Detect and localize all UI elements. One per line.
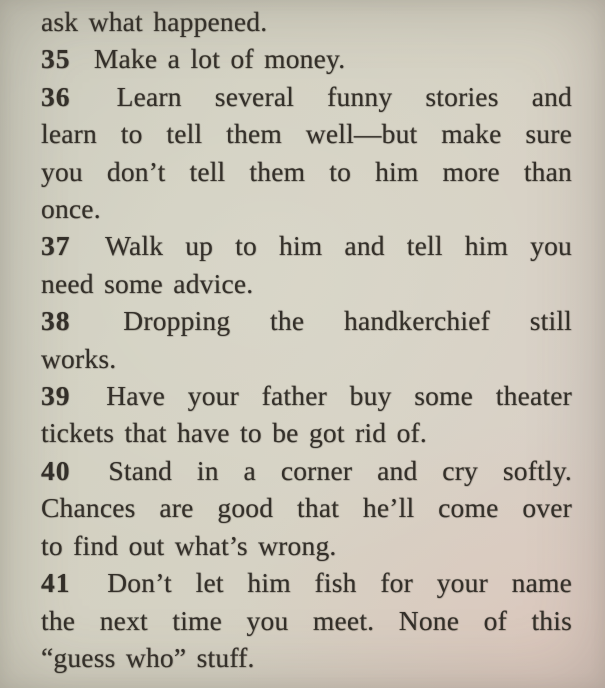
item-number: 35 — [41, 43, 71, 75]
text-line — [41, 78, 572, 115]
text-line — [41, 639, 572, 676]
text-line — [41, 564, 572, 601]
text-line — [41, 265, 572, 302]
text-line — [41, 3, 572, 40]
text-line — [41, 40, 572, 77]
text-line — [41, 302, 572, 339]
line-text: to find out what’s wrong. — [41, 529, 337, 561]
text-line — [41, 452, 572, 489]
line-text: Don’t let him fish for your name — [107, 567, 573, 599]
line-text: once. — [41, 193, 101, 225]
item-number: 36 — [41, 80, 71, 112]
text-line — [41, 227, 572, 264]
text-line — [41, 527, 572, 564]
line-text: Walk up to him and tell him you — [105, 230, 572, 262]
item-number: 38 — [41, 305, 71, 337]
text-line — [41, 190, 572, 227]
line-text: ask what happened. — [41, 6, 268, 37]
line-text: Stand in a corner and cry softly. — [108, 454, 572, 486]
line-text: Make a lot of money. — [93, 43, 346, 75]
item-number: 39 — [41, 380, 71, 412]
text-line — [41, 377, 572, 414]
text-line — [41, 340, 572, 377]
text-line — [41, 153, 572, 190]
text-line — [41, 602, 572, 639]
line-text: the next time you meet. None of this — [41, 604, 572, 636]
line-text: Have your father buy some theater — [106, 380, 572, 412]
line-text: works. — [41, 342, 117, 374]
line-text: Dropping the handkerchief still — [123, 305, 572, 337]
line-text: Chances are good that he’ll come over — [41, 492, 572, 524]
advice-list — [41, 3, 572, 676]
line-text: need some advice. — [41, 267, 254, 299]
text-line — [41, 489, 572, 526]
item-number: 41 — [41, 567, 71, 599]
line-text: you don’t tell them to him more than — [41, 155, 572, 187]
line-text: tickets that have to be got rid of. — [41, 417, 427, 449]
text-line — [41, 115, 572, 152]
line-text: Learn several funny stories and — [116, 80, 573, 112]
text-line — [41, 414, 572, 451]
item-number: 37 — [41, 230, 71, 262]
line-text: “guess who” stuff. — [41, 641, 255, 673]
line-text: learn to tell them well—but make sure — [41, 118, 572, 150]
item-number: 40 — [41, 454, 71, 486]
